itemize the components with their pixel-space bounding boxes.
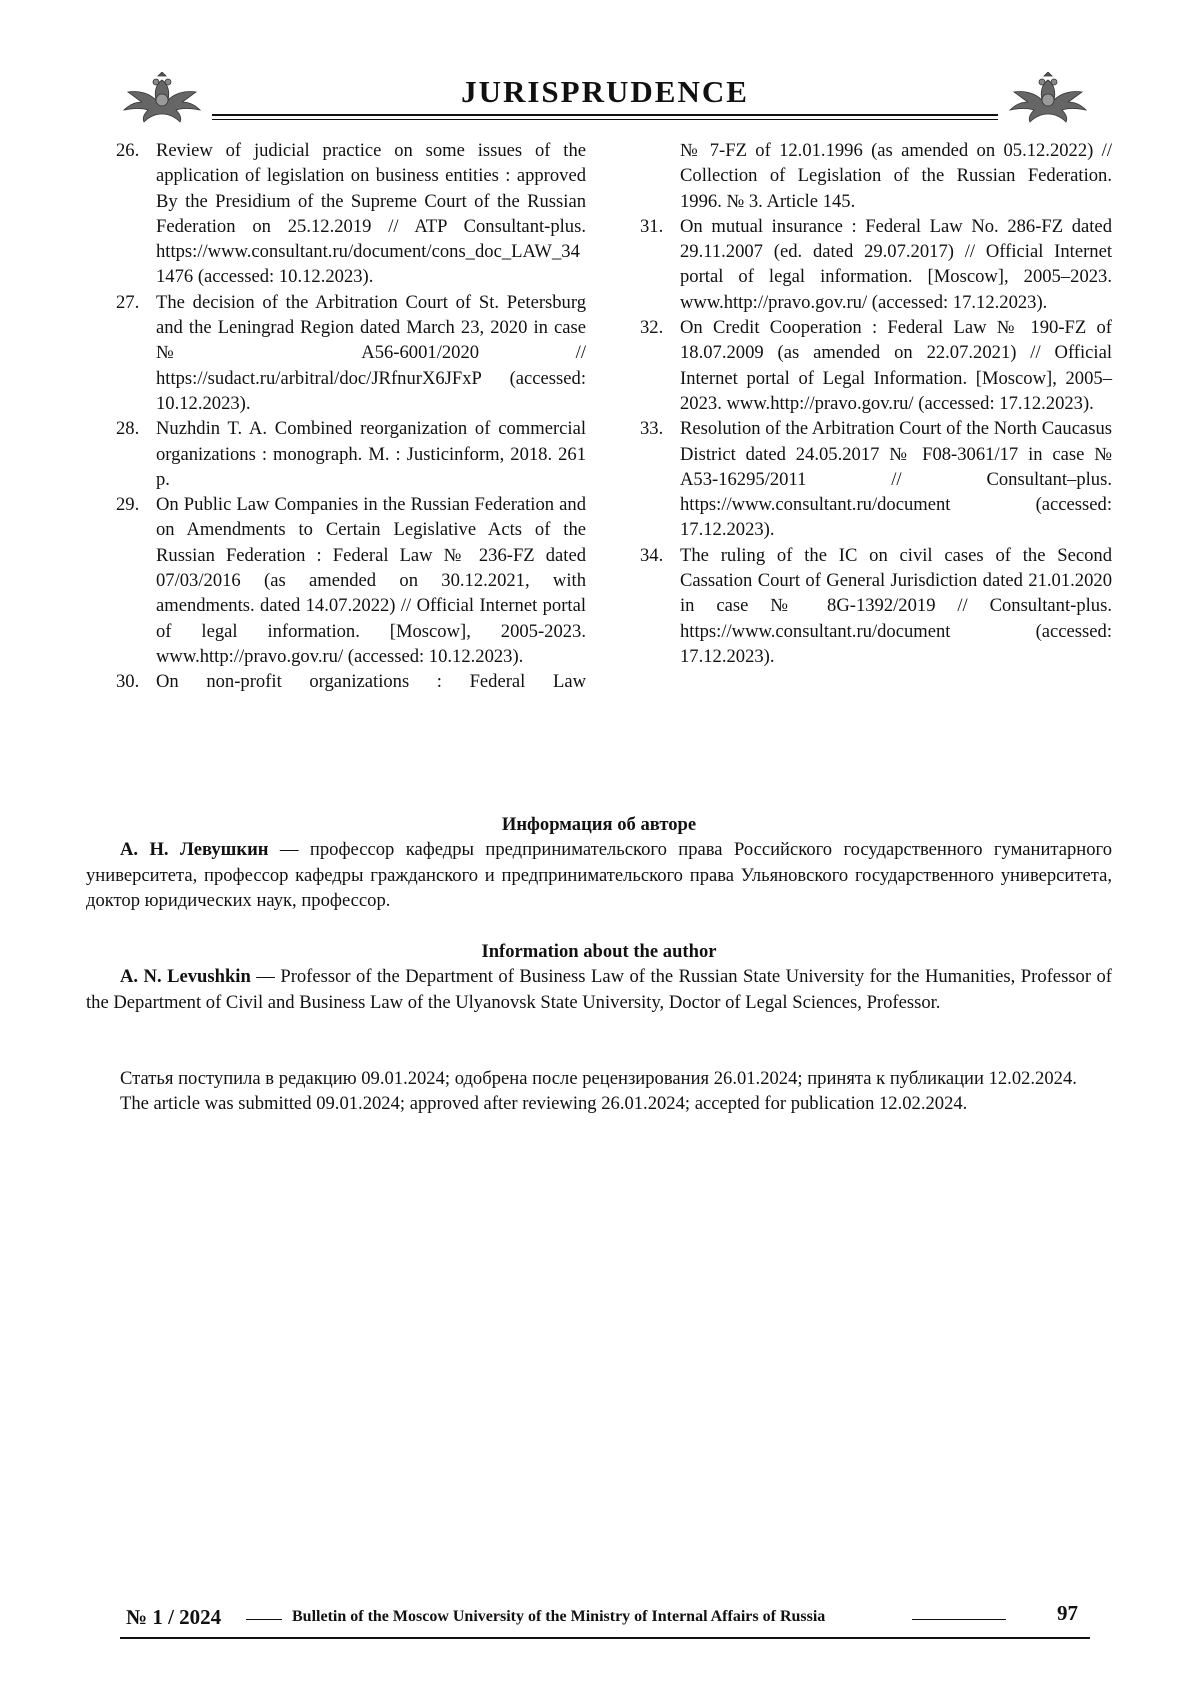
reference-item: [116, 416, 586, 492]
reference-number: 31.: [640, 215, 664, 237]
reference-text: The decision of the Arbitration Court of St. Petersburg and the Leningrad Region dated March 23, 2020 in case № A56-6001/2020 // https://sudact.ru/arbitral/doc/JRfnurX6JFxP (accessed: 10.12.2023).: [156, 291, 586, 414]
reference-item: [640, 543, 1112, 669]
reference-text: Nuzhdin T. A. Combined reorganization of commercial organizations : monograph. M. : Justicinform, 2018. 261 p.: [156, 418, 586, 490]
article-dates: [86, 1066, 1112, 1117]
journal-name: Bulletin of the Moscow University of the Ministry of Internal Affairs of Russia: [292, 1608, 826, 1625]
page-footer: [120, 1601, 1090, 1645]
author-info-title: Information about the author: [481, 941, 717, 962]
reference-number: 33.: [640, 418, 664, 440]
reference-number: 28.: [116, 418, 140, 440]
article-dates-en: The article was submitted 09.01.2024; approved after reviewing 26.01.2024; accepted for publication 12.02.2024.: [120, 1093, 968, 1115]
author-name: A. N. Levushkin: [120, 966, 251, 988]
reference-text: On Credit Cooperation : Federal Law № 190-FZ of 18.07.2009 (as amended on 22.07.2021) // Official Internet portal of Legal Information. [Moscow], 2005–2023. www.http://pravo.gov.ru/ (accessed: 17.12.2023).: [680, 317, 1112, 414]
reference-item: [116, 669, 586, 694]
article-dates-ru: Статья поступила в редакцию 09.01.2024; одобрена после рецензирования 26.01.2024; принята к публикации 12.02.2024.: [120, 1068, 1077, 1089]
reference-item: [116, 138, 586, 290]
author-info-title: Информация об авторе: [501, 814, 697, 835]
reference-item-continuation: [640, 138, 1112, 214]
references-right-column: [640, 138, 1112, 669]
author-info-en: [86, 939, 1112, 1015]
reference-number: 30.: [116, 671, 140, 693]
footer-rule: [120, 1637, 1090, 1639]
reference-number: 34.: [640, 544, 664, 566]
page-header: [120, 68, 1090, 124]
author-name: А. Н. Левушкин: [120, 839, 269, 861]
reference-text: On mutual insurance : Federal Law No. 286-FZ dated 29.11.2007 (ed. dated 29.07.2017) // Official Internet portal of legal information. [Moscow], 2005–2023. www.http://pravo.gov.ru/ (accessed: 17.12.2023).: [680, 215, 1112, 313]
page-number: 97: [1057, 1601, 1078, 1625]
author-description: — профессор кафедры предпринимательского права Российского государственного гуманитарного университета, профессор кафедры гражданского и предпринимательского права Ульяновского государственного университета, доктор юридических наук, профессор.: [86, 839, 1112, 911]
reference-text: № 7-FZ of 12.01.1996 (as amended on 05.12.2022) // Collection of Legislation of the Russian Federation. 1996. № 3. Article 145.: [680, 140, 1112, 212]
author-info-paragraph: [86, 837, 1112, 913]
reference-item: [116, 290, 586, 416]
reference-text: On non-profit organizations : Federal Law: [156, 671, 586, 693]
author-info-ru: [86, 812, 1112, 913]
reference-item: [640, 214, 1112, 315]
reference-text: Review of judicial practice on some issues of the application of legislation on business entities : approved By the Presidium of the Supreme Court of the Russian Federation on 25.12.2019 // ATP Consultant-plus. https://www.consultant.ru/document/cons_doc_LAW_341476 (accessed: 10.12.2023).: [156, 140, 586, 288]
issue-number: № 1 / 2024: [126, 1605, 222, 1629]
journal-section-title: JURISPRUDENCE: [461, 74, 749, 109]
reference-item: [116, 492, 586, 669]
author-info-paragraph: [86, 964, 1112, 1015]
double-headed-eagle-emblem-icon: [1006, 72, 1090, 124]
reference-number: 29.: [116, 494, 140, 516]
author-description: — Professor of the Department of Business Law of the Russian State University for the Humanities, Professor of the Department of Civil and Business Law of the Ulyanovsk State University, Doctor of Legal Sciences, Professor.: [86, 966, 1112, 1013]
reference-text: The ruling of the IC on civil cases of the Second Cassation Court of General Jurisdiction dated 21.01.2020 in case № 8G-1392/2019 // Consultant-plus. https://www.consultant.ru/document (accessed: 17.12.2023).: [680, 544, 1112, 667]
reference-item: [640, 315, 1112, 416]
references-left-column: [116, 138, 586, 695]
reference-number: 32.: [640, 317, 664, 339]
footer-dash: [246, 1619, 282, 1620]
reference-number: 27.: [116, 291, 140, 313]
footer-dash: [912, 1619, 1006, 1620]
header-rule: [212, 114, 998, 116]
header-rule: [212, 119, 998, 120]
reference-item: [640, 416, 1112, 542]
reference-text: Resolution of the Arbitration Court of the North Caucasus District dated 24.05.2017 № F08-3061/17 in case № A53-16295/2011 // Consultant–plus. https://www.consultant.ru/document (accessed: 17.12.2023).: [680, 418, 1112, 541]
reference-number: 26.: [116, 140, 140, 161]
reference-text: On Public Law Companies in the Russian Federation and on Amendments to Certain Legislative Acts of the Russian Federation : Federal Law № 236-FZ dated 07/03/2016 (as amended on 30.12.2021, with amendments. dated 14.07.2022) // Official Internet portal of legal information. [Moscow], 2005-2023. www.http://pravo.gov.ru/ (accessed: 10.12.2023).: [156, 494, 586, 667]
